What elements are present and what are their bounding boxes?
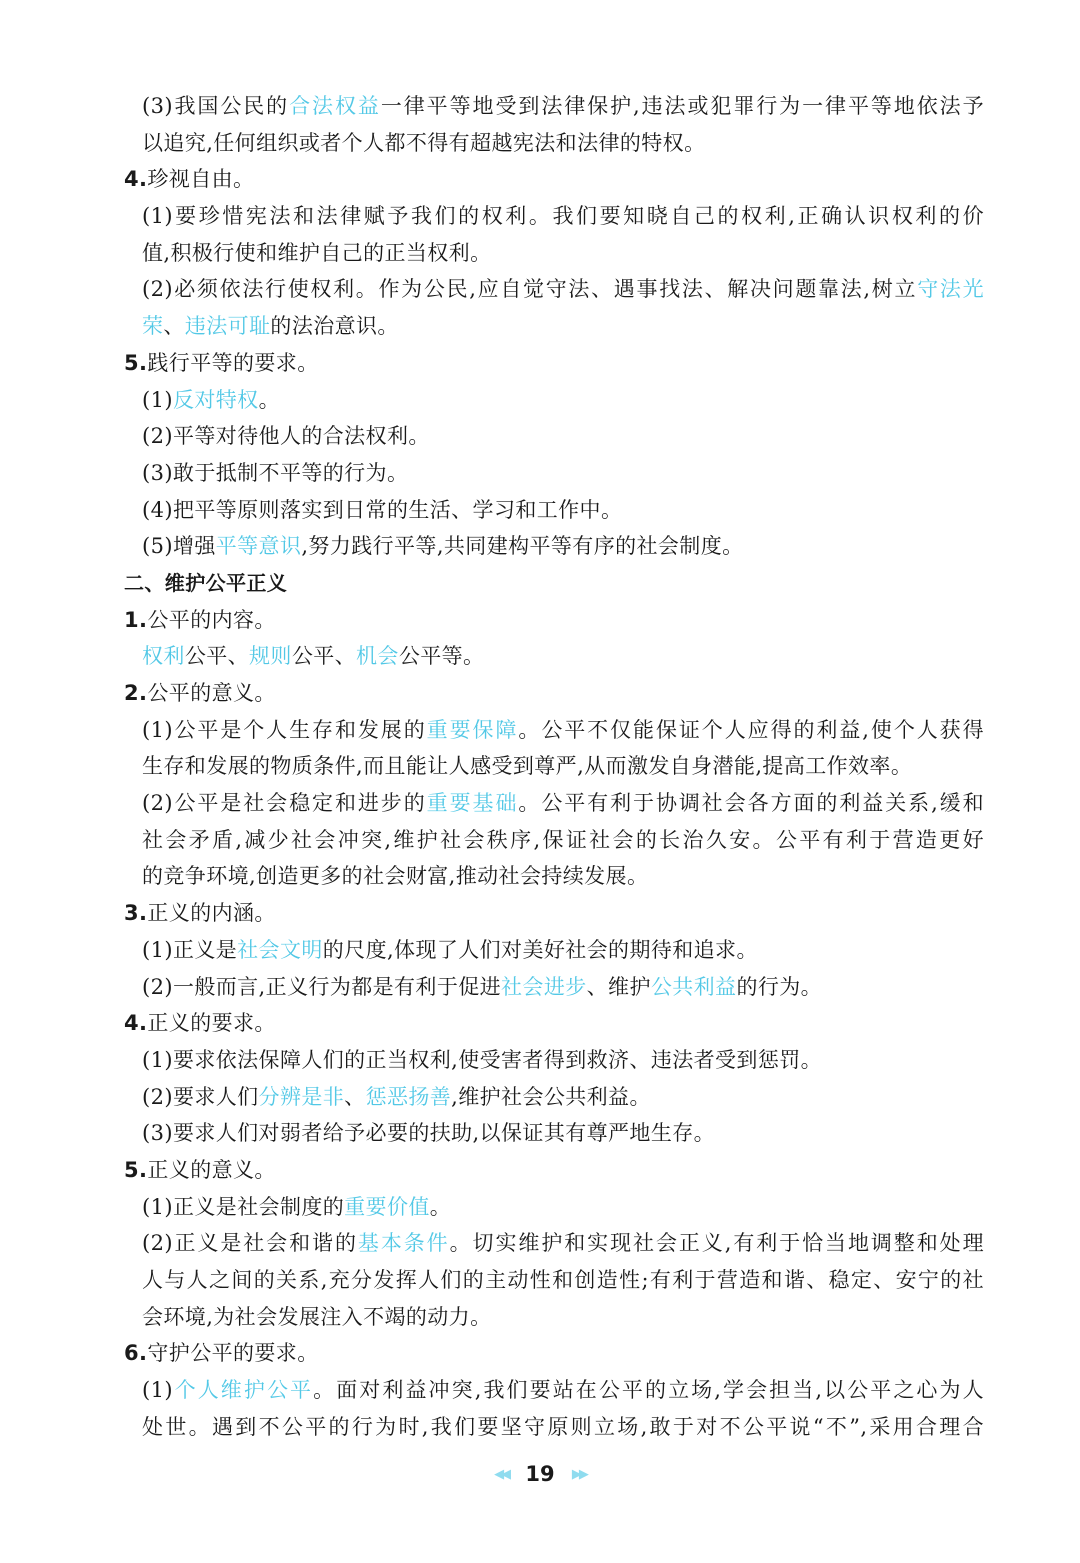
highlighted-term: 基本条件 <box>357 1231 450 1256</box>
item-number: 4. <box>124 167 148 192</box>
text-line <box>0 638 1080 675</box>
highlighted-term: 公共利益 <box>650 974 737 999</box>
text-segment: 的行为。 <box>736 974 823 999</box>
text-segment: (3)敢于抵制不平等的行为。 <box>142 460 409 485</box>
text-line <box>0 1299 1080 1336</box>
text-segment: (1)要珍惜宪法和法律赋予我们的权利。我们要知晓自己的权利,正确认识权利的价 <box>142 204 984 229</box>
text-line <box>0 1409 984 1446</box>
text-segment: (2)正义是社会和谐的 <box>142 1231 358 1256</box>
text-segment: (1)正义是社会制度的 <box>142 1194 345 1219</box>
highlighted-term: 违法可耻 <box>184 314 271 339</box>
text-segment: 处世。遇到不公平的行为时,我们要坚守原则立场,敢于对不公平说“不”,采用合理合 <box>142 1414 984 1439</box>
next-arrows-icon: ▶▶ <box>571 1467 586 1482</box>
text-segment: (1) <box>142 387 173 412</box>
item-number: 5. <box>124 350 148 375</box>
text-segment: (1) <box>142 1378 173 1403</box>
text-segment: 人与人之间的关系,充分发挥人们的主动性和创造性;有利于营造和谐、稳定、安宁的社 <box>142 1268 984 1292</box>
text-line <box>0 161 1080 198</box>
highlighted-term: 重要基础 <box>426 791 519 816</box>
highlighted-term: 反对特权 <box>172 387 259 412</box>
highlighted-term: 规则 <box>249 644 292 669</box>
text-segment: (4)把平等原则落实到日常的生活、学习和工作中。 <box>142 497 623 522</box>
text-segment: 以追究,任何组织或者个人都不得有超越宪法和法律的特权。 <box>142 130 706 155</box>
text-line <box>0 1115 1080 1152</box>
text-line <box>0 125 1080 162</box>
text-segment: 会环境,为社会发展注入不竭的动力。 <box>142 1304 492 1329</box>
text-segment: 的尺度,体现了人们对美好社会的期待和追求。 <box>322 937 758 962</box>
highlighted-term: 惩恶扬善 <box>365 1084 452 1109</box>
highlighted-term: 社会文明 <box>237 937 323 962</box>
text-segment: (2)平等对待他人的合法权利。 <box>142 424 430 449</box>
page-number: 19 <box>525 1462 555 1486</box>
item-number: 1. <box>124 607 148 632</box>
text-line <box>0 858 1080 895</box>
text-segment: 守护公平的要求。 <box>147 1341 319 1366</box>
text-line <box>0 271 984 308</box>
text-segment: 社会矛盾,减少社会冲突,维护社会秩序,保证社会的长治久安。公平有利于营造更好 <box>142 827 984 852</box>
text-segment: (1)正义是 <box>142 937 238 962</box>
text-segment: 的竞争环境,创造更多的社会财富,推动社会持续发展。 <box>142 864 649 889</box>
item-number: 4. <box>124 1011 148 1036</box>
text-line <box>0 712 984 749</box>
text-segment: (3)我国公民的 <box>142 94 290 118</box>
text-line <box>0 88 984 125</box>
text-segment: 正义的意义。 <box>147 1157 276 1182</box>
text-line <box>0 822 984 859</box>
text-segment: 正义的要求。 <box>147 1011 276 1036</box>
text-segment: 。 <box>258 387 280 412</box>
highlighted-term: 平等意识 <box>215 534 302 559</box>
text-segment: 。切实维护和实现社会正义,有利于恰当地调整和处理 <box>449 1231 984 1256</box>
text-line <box>0 1189 1080 1226</box>
highlighted-term: 分辨是非 <box>258 1084 345 1109</box>
item-number: 2. <box>124 681 148 705</box>
text-line <box>0 1152 1080 1189</box>
text-segment: (2)要求人们 <box>142 1084 259 1109</box>
text-line <box>0 1225 984 1262</box>
text-segment: (1)要求依法保障人们的正当权利,使受害者得到救济、违法者受到惩罚。 <box>142 1047 823 1072</box>
highlighted-term: 重要保障 <box>426 717 519 742</box>
highlighted-term: 合法权益 <box>289 94 381 118</box>
text-line <box>0 492 1080 529</box>
text-line <box>0 528 1080 565</box>
highlighted-term: 权利 <box>142 644 185 669</box>
text-segment: 践行平等的要求。 <box>147 350 319 375</box>
text-line <box>0 1042 1080 1079</box>
text-segment: 、 <box>344 1084 366 1109</box>
prev-arrows-icon: ◀◀ <box>494 1467 509 1482</box>
text-segment: 、维护 <box>586 974 651 999</box>
text-segment: 。 <box>429 1194 452 1219</box>
text-segment: 珍视自由。 <box>147 167 255 192</box>
text-line <box>0 932 1080 969</box>
text-segment: 一律平等地受到法律保护,违法或犯罪行为一律平等地依法予 <box>380 94 984 118</box>
text-segment: 公平的内容。 <box>147 607 276 632</box>
text-segment: 值,积极行使和维护自己的正当权利。 <box>142 240 492 265</box>
text-line <box>0 785 984 822</box>
highlighted-term: 社会进步 <box>501 974 587 999</box>
text-line <box>0 602 1080 639</box>
page-footer <box>0 1456 1080 1492</box>
text-segment: 二、维护公平正义 <box>124 570 288 595</box>
text-line <box>0 675 1080 712</box>
text-segment: 正义的内涵。 <box>147 901 276 926</box>
text-segment: 。公平有利于协调社会各方面的利益关系,缓和 <box>518 791 984 816</box>
text-line <box>0 1079 1080 1116</box>
page-body <box>0 88 1080 1445</box>
text-line <box>0 382 1080 419</box>
text-line <box>0 455 1080 492</box>
section-heading <box>0 565 1080 602</box>
text-line <box>0 418 1080 455</box>
highlighted-term: 重要价值 <box>344 1194 430 1219</box>
text-line <box>0 748 1080 785</box>
highlighted-term: 守法光 <box>917 277 984 302</box>
text-segment: (2)必须依法行使权利。作为公民,应自觉守法、遇事找法、解决问题靠法,树立 <box>142 277 918 302</box>
item-number: 6. <box>124 1341 148 1366</box>
text-line <box>0 1262 984 1299</box>
text-segment: 。公平不仅能保证个人应得的利益,使个人获得 <box>518 717 984 742</box>
text-segment: 的法治意识。 <box>270 314 399 339</box>
item-number: 3. <box>124 901 148 926</box>
text-line <box>0 1372 984 1409</box>
text-segment: (2)一般而言,正义行为都是有利于促进 <box>142 974 502 999</box>
text-segment: 生存和发展的物质条件,而且能让人感受到尊严,从而激发自身潜能,提高工作效率。 <box>142 754 913 779</box>
item-number: 5. <box>124 1157 148 1182</box>
text-line <box>0 198 984 235</box>
text-segment: 公平的意义。 <box>147 681 276 705</box>
text-line <box>0 308 1080 345</box>
text-line <box>0 895 1080 932</box>
text-line <box>0 1335 1080 1372</box>
text-segment: (1)公平是个人生存和发展的 <box>142 717 427 742</box>
text-segment: ,维护社会公共利益。 <box>451 1084 651 1109</box>
text-line <box>0 969 1080 1006</box>
text-segment: 。面对利益冲突,我们要站在公平的立场,学会担当,以公平之心为人 <box>313 1378 984 1403</box>
text-segment: ,努力践行平等,共同建构平等有序的社会制度。 <box>301 534 744 559</box>
text-segment: 公平、 <box>291 644 357 669</box>
text-segment: (2)公平是社会稳定和进步的 <box>142 791 427 816</box>
highlighted-term: 个人维护公平 <box>172 1378 314 1403</box>
text-line <box>0 345 1080 382</box>
highlighted-term: 荣 <box>142 314 164 339</box>
text-segment: 公平、 <box>184 644 250 669</box>
text-line <box>0 235 1080 272</box>
text-segment: 、 <box>163 314 185 339</box>
text-line <box>0 1005 1080 1042</box>
text-segment: 公平等。 <box>398 644 485 669</box>
text-segment: (3)要求人们对弱者给予必要的扶助,以保证其有尊严地生存。 <box>142 1121 716 1146</box>
text-segment: (5)增强 <box>142 534 216 559</box>
highlighted-term: 机会 <box>356 644 399 669</box>
